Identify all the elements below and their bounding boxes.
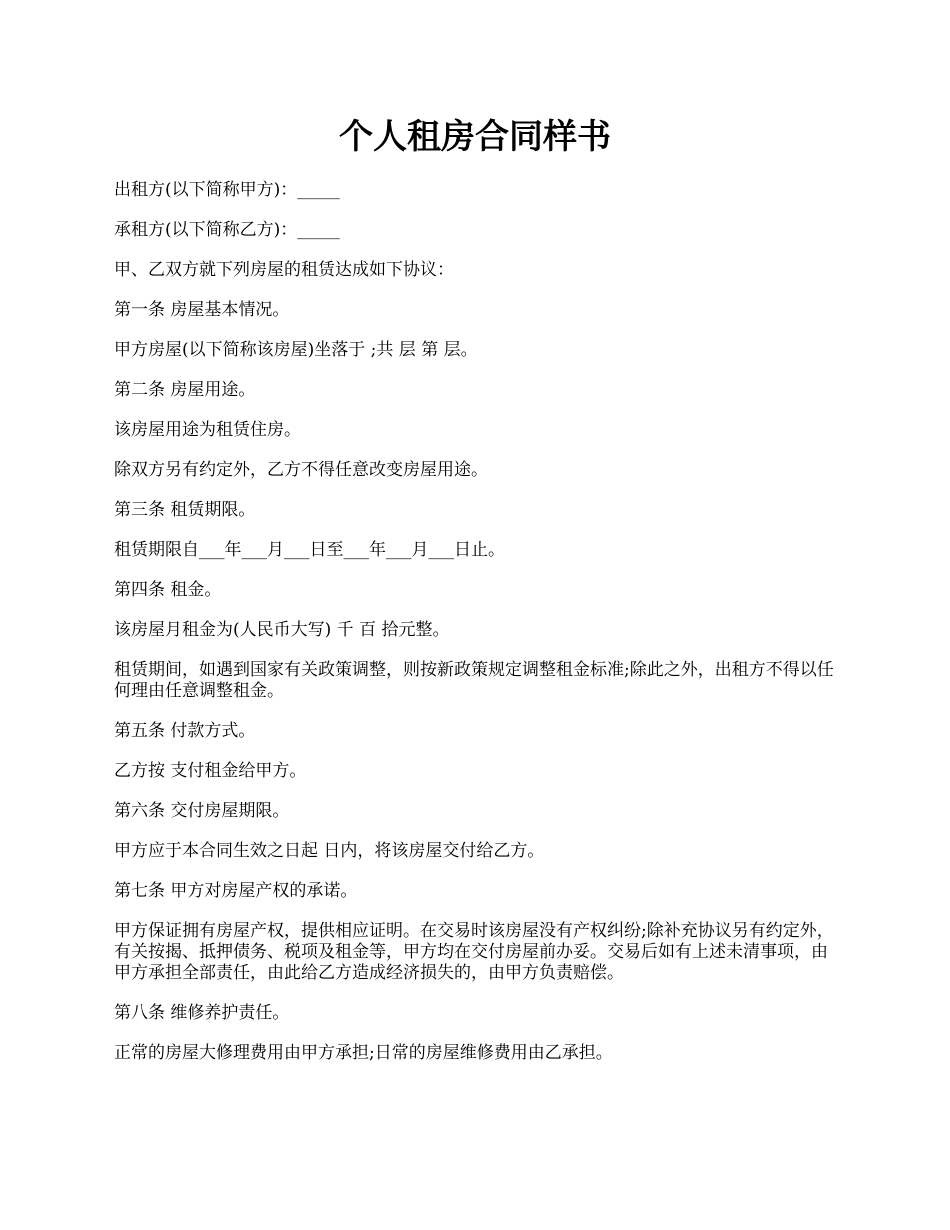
article-7-text: 甲方保证拥有房屋产权，提供相应证明。在交易时该房屋没有产权纠纷;除补充协议另有约定外，有关按揭、抵押债务、税项及租金等，甲方均在交付房屋前办妥。交易后如有上述未清事项，由甲方承担全部责任，由此给乙方造成经济损失的，由甲方负责赔偿。 [114, 921, 834, 983]
article-3-heading: 第三条 租赁期限。 [114, 500, 256, 520]
article-4-heading: 第四条 租金。 [114, 580, 222, 600]
article-2-text-2: 除双方另有约定外，乙方不得任意改变房屋用途。 [114, 460, 488, 480]
article-1-text: 甲方房屋(以下简称该房屋)坐落于 ;共 层 第 层。 [114, 340, 478, 360]
party-b-line: 承租方(以下简称乙方)：_____ [114, 220, 340, 240]
document-title: 个人租房合同样书 [339, 117, 611, 157]
article-4-text-1: 该房屋月租金为(人民币大写) 千 百 拾元整。 [114, 620, 450, 640]
article-1-heading: 第一条 房屋基本情况。 [114, 300, 290, 320]
article-3-text: 租赁期限自___年___月___日至___年___月___日止。 [114, 540, 505, 560]
article-8-heading: 第八条 维修养护责任。 [114, 1003, 290, 1023]
agreement-intro: 甲、乙双方就下列房屋的租赁达成如下协议： [114, 260, 454, 280]
article-5-text: 乙方按 支付租金给甲方。 [114, 761, 307, 781]
article-4-text-2: 租赁期间，如遇到国家有关政策调整，则按新政策规定调整租金标准;除此之外，出租方不得以任何理由任意调整租金。 [114, 660, 834, 701]
article-5-heading: 第五条 付款方式。 [114, 721, 256, 741]
party-a-line: 出租方(以下简称甲方)：_____ [114, 180, 340, 200]
article-6-heading: 第六条 交付房屋期限。 [114, 801, 290, 821]
article-8-text: 正常的房屋大修理费用由甲方承担;日常的房屋维修费用由乙承担。 [114, 1043, 613, 1063]
article-7-heading: 第七条 甲方对房屋产权的承诺。 [114, 881, 358, 901]
article-2-heading: 第二条 房屋用途。 [114, 380, 256, 400]
article-2-text-1: 该房屋用途为租赁住房。 [114, 420, 301, 440]
article-6-text: 甲方应于本合同生效之日起 日内，将该房屋交付给乙方。 [114, 841, 545, 861]
document-body [114, 180, 844, 1083]
